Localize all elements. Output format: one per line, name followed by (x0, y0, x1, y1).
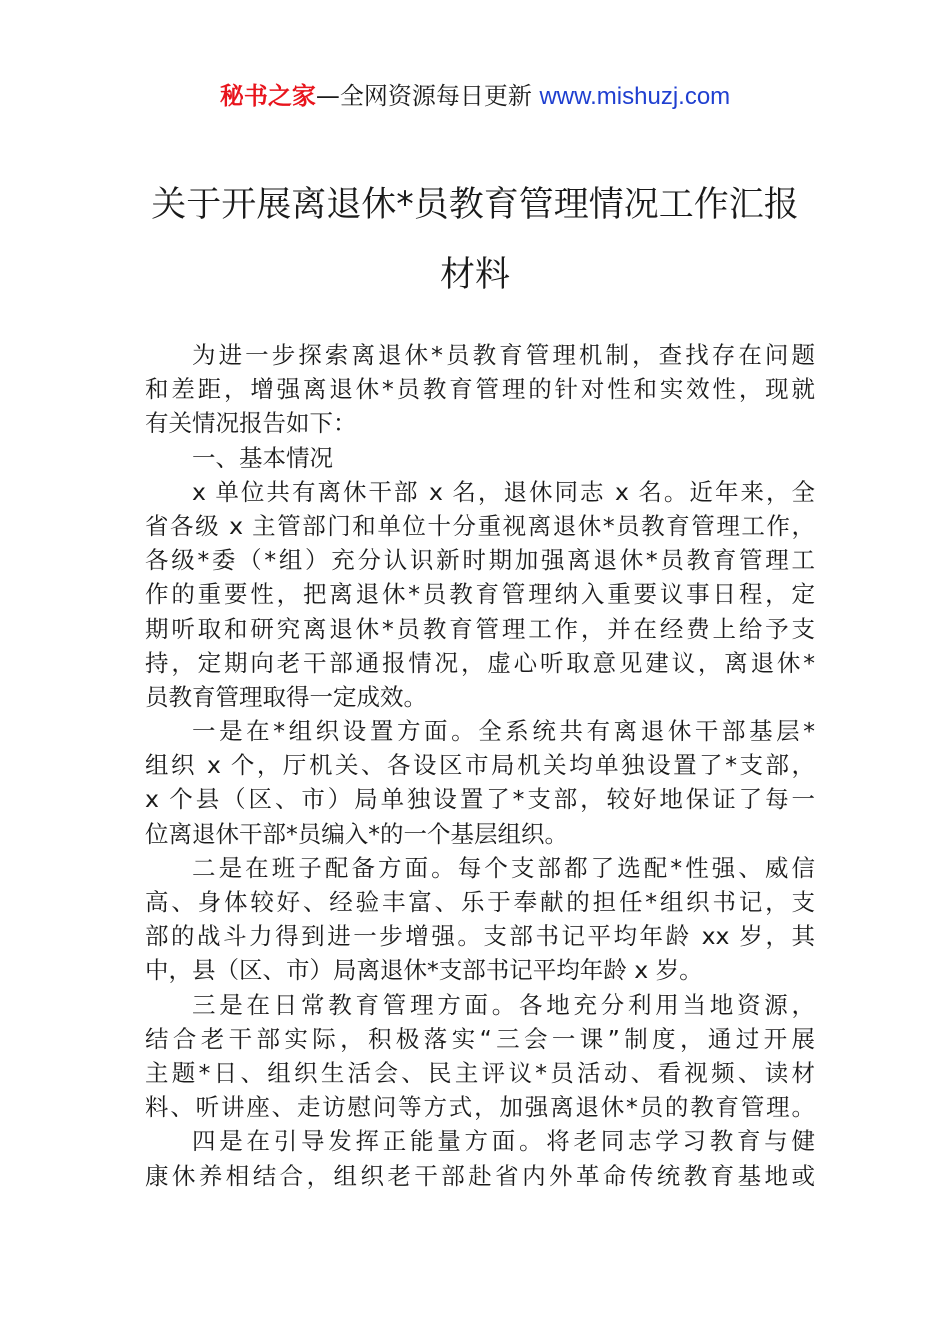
body-line: 中，县（区、市）局离退休*支部书记平均年龄 x 岁。 (145, 956, 703, 985)
body-line: 组织 x 个，厅机关、各设区市局机关均单独设置了*支部， (145, 751, 815, 780)
body-line: 料、听讲座、走访慰问等方式，加强离退休*员的教育管理。 (145, 1093, 815, 1122)
body-line: 员教育管理取得一定成效。 (145, 682, 427, 711)
document-title-line-2: 材料 (439, 255, 510, 295)
body-line: 各级*委（*组）充分认识新时期加强离退休*员教育管理工 (145, 546, 815, 575)
body-line: 高、身体较好、经验丰富、乐于奉献的担任*组织书记，支 (145, 888, 815, 916)
body-line: x 单位共有离休干部 x 名，退休同志 x 名。近年来，全 (192, 477, 815, 506)
body-line: 一是在*组织设置方面。全系统共有离退休干部基层* (192, 717, 815, 746)
document-body (145, 338, 815, 1193)
header-tagline: —全网资源每日更新 (315, 82, 540, 110)
body-line: 二是在班子配备方面。每个支部都了选配*性强、威信 (192, 853, 815, 882)
body-line: 部的战斗力得到进一步增强。支部书记平均年龄 xx 岁，其 (145, 922, 815, 951)
body-line: 期听取和研究离退休*员教育管理工作，并在经费上给予支 (145, 614, 815, 643)
body-line: 有关情况报告如下： (145, 409, 357, 438)
document-title (100, 170, 850, 310)
site-url-link[interactable]: www.mishuzj.com (539, 83, 731, 110)
body-line: 康休养相结合，组织老干部赴省内外革命传统教育基地或 (145, 1161, 815, 1190)
body-line: 持，定期向老干部通报情况，虚心听取意见建议，离退休* (145, 648, 815, 677)
body-line: 为进一步探索离退休*员教育管理机制，查找存在问题 (192, 341, 815, 369)
body-line: 位离退休干部*员编入*的一个基层组织。 (145, 819, 568, 848)
body-line: 结合老干部实际，积极落实“三会一课”制度，通过开展 (145, 1024, 815, 1053)
body-line: 三是在日常教育管理方面。各地充分利用当地资源， (192, 990, 815, 1019)
body-line: 和差距，增强离退休*员教育管理的针对性和实效性，现就 (145, 375, 815, 404)
body-line: x 个县（区、市）局单独设置了*支部，较好地保证了每一 (145, 785, 815, 814)
site-header (0, 80, 950, 113)
body-line: 作的重要性，把离退休*员教育管理纳入重要议事日程，定 (145, 580, 815, 609)
brand-name: 秘书之家 (219, 82, 316, 110)
section-heading: 一、基本情况 (192, 443, 333, 472)
document-title-line-1: 关于开展离退休*员教育管理情况工作汇报 (151, 185, 799, 225)
body-line: 四是在引导发挥正能量方面。将老同志学习教育与健 (192, 1127, 815, 1156)
body-line: 主题*日、组织生活会、民主评议*员活动、看视频、读材 (145, 1058, 815, 1087)
body-line: 省各级 x 主管部门和单位十分重视离退休*员教育管理工作， (145, 511, 815, 540)
